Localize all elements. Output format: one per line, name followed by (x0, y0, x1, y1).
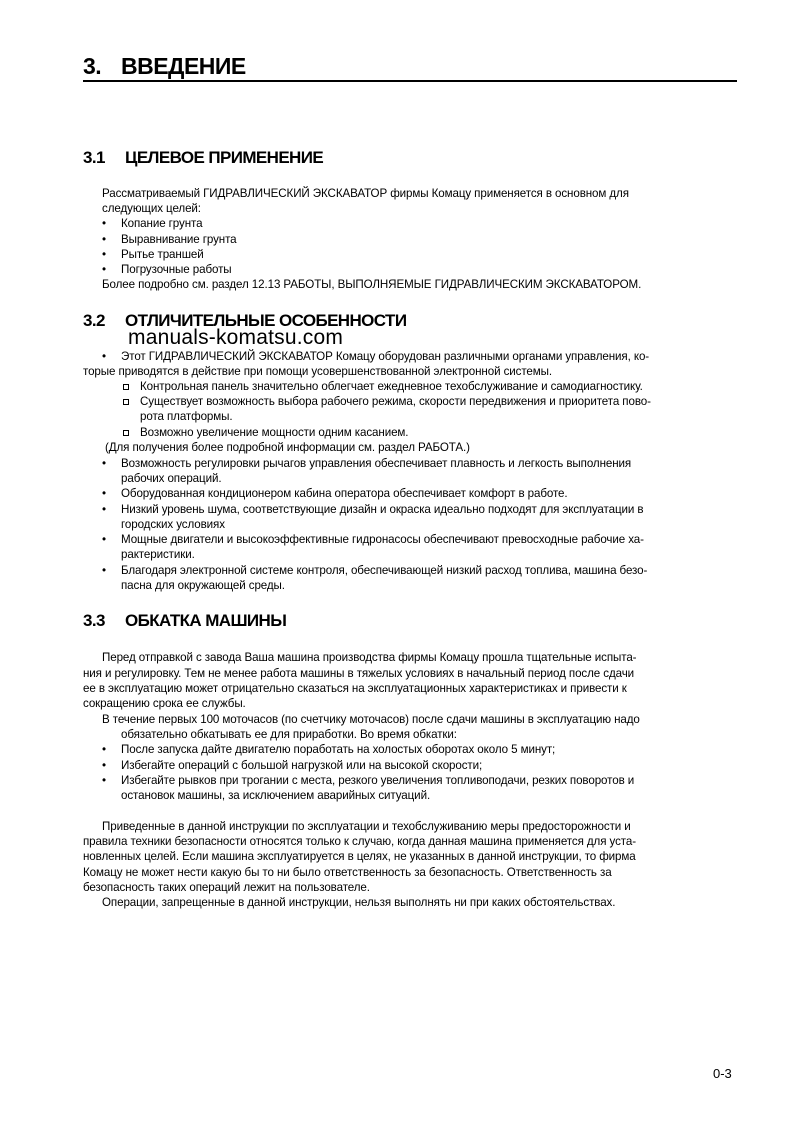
list-item: Погрузочные работы (121, 263, 232, 276)
list-item-cont: рактеристики. (121, 548, 195, 561)
square-bullet-icon (123, 399, 129, 405)
sub-list-item-cont: рота платформы. (140, 410, 233, 423)
note-line: (Для получения более подробной информации см. раздел РАБОТА.) (105, 441, 470, 454)
section-title: ОБКАТКА МАШИНЫ (125, 611, 287, 630)
sub-list-item: Контрольная панель значительно облегчает ежедневное техобслуживание и самодиагностику. (140, 380, 643, 393)
paragraph-line: новленных целей. Если машина эксплуатируется в целях, не указанных в данной инструкции, то фирма (83, 850, 636, 863)
sub-list-item: Возможно увеличение мощности одним касанием. (140, 426, 409, 439)
reference-line: Более подробно см. раздел 12.13 РАБОТЫ, ВЫПОЛНЯЕМЫЕ ГИДРАВЛИЧЕСКИМ ЭКСКАВАТОРОМ. (102, 278, 642, 291)
paragraph-line: торые приводятся в действие при помощи усовершенствованной электронной системы. (83, 365, 552, 378)
bullet-icon: • (102, 564, 107, 577)
list-item: Копание грунта (121, 217, 203, 230)
paragraph-line: безопасность таких операций лежит на пользователе. (83, 881, 370, 894)
intro-line: Рассматриваемый ГИДРАВЛИЧЕСКИЙ ЭКСКАВАТОР фирмы Комацу применяется в основном для (102, 187, 629, 200)
watermark: manuals-komatsu.com (128, 326, 344, 349)
section-title: ОТЛИЧИТЕЛЬНЫЕ ОСОБЕННОСТИ (125, 311, 407, 330)
bullet-icon: • (102, 263, 107, 276)
list-item: Рытье траншей (121, 248, 204, 261)
square-bullet-icon (123, 384, 129, 390)
paragraph-line: Комацу не может нести какую бы то ни было ответственность за безопасность. Ответственность за (83, 866, 612, 879)
sub-list-item: Существует возможность выбора рабочего режима, скорости передвижения и приоритета пово- (140, 395, 651, 408)
chapter-number: 3. (83, 53, 102, 79)
section-number: 3.1 (83, 148, 105, 167)
bullet-icon: • (102, 503, 107, 516)
bullet-icon: • (102, 350, 107, 363)
list-item: Возможность регулировки рычагов управления обеспечивает плавность и легкость выполнения (121, 457, 632, 470)
paragraph-line: правила техники безопасности относятся только к случаю, когда данная машина применяется для уста- (83, 835, 636, 848)
bullet-icon: • (102, 774, 107, 787)
section-heading-3-1 (83, 148, 323, 168)
bullet-icon: • (102, 233, 107, 246)
chapter-title: ВВЕДЕНИЕ (121, 53, 246, 79)
section-title: ЦЕЛЕВОЕ ПРИМЕНЕНИЕ (125, 148, 324, 167)
paragraph-line: Перед отправкой с завода Ваша машина производства фирмы Комацу прошла тщательные испыта- (102, 651, 637, 664)
page-number: 0-3 (713, 1066, 732, 1081)
list-item-cont: городских условиях (121, 518, 225, 531)
paragraph-line: сокращению срока ее службы. (83, 697, 246, 710)
square-bullet-icon (123, 430, 129, 436)
list-item: Выравнивание грунта (121, 233, 237, 246)
section-heading-3-3 (83, 611, 286, 631)
section-number: 3.2 (83, 311, 105, 330)
bullet-icon: • (102, 248, 107, 261)
list-item: Мощные двигатели и высокоэффективные гидронасосы обеспечивают превосходные рабочие ха- (121, 533, 644, 546)
section-number: 3.3 (83, 611, 105, 630)
paragraph-line: Операции, запрещенные в данной инструкции, нельзя выполнять ни при каких обстоятельствах. (102, 896, 616, 909)
paragraph-line: обязательно обкатывать ее для приработки. Во время обкатки: (121, 728, 457, 741)
bullet-icon: • (102, 457, 107, 470)
list-item-cont: остановок машины, за исключением аварийных ситуаций. (121, 789, 431, 802)
list-item: Избегайте операций с большой нагрузкой или на высокой скорости; (121, 759, 483, 772)
list-item: Низкий уровень шума, соответствующие дизайн и окраска идеально подходят для эксплуатации в (121, 503, 644, 516)
list-item: После запуска дайте двигателю поработать на холостых оборотах около 5 минут; (121, 743, 556, 756)
intro-line: следующих целей: (102, 202, 201, 215)
paragraph-line: Приведенные в данной инструкции по эксплуатации и техобслуживанию меры предосторожности и (102, 820, 631, 833)
bullet-icon: • (102, 487, 107, 500)
paragraph-line: ния и регулировку. Тем не менее работа машины в тяжелых условиях в начальный период после сдачи (83, 667, 635, 680)
paragraph-line: В течение первых 100 моточасов (по счетчику моточасов) после сдачи машины в эксплуатацию надо (102, 713, 640, 726)
paragraph-line: Этот ГИДРАВЛИЧЕСКИЙ ЭКСКАВАТОР Комацу оборудован различными органами управления, ко- (121, 350, 650, 363)
bullet-icon: • (102, 759, 107, 772)
list-item: Оборудованная кондиционером кабина оператора обеспечивает комфорт в работе. (121, 487, 568, 500)
list-item: Благодаря электронной системе контроля, обеспечивающей низкий расход топлива, машина безо- (121, 564, 648, 577)
bullet-icon: • (102, 217, 107, 230)
page-title (83, 52, 737, 82)
list-item-cont: пасна для окружающей среды. (121, 579, 285, 592)
bullet-icon: • (102, 743, 107, 756)
list-item: Избегайте рывков при трогании с места, резкого увеличения топливоподачи, резких поворотов и (121, 774, 635, 787)
paragraph-line: ее в эксплуатацию может отрицательно сказаться на эксплуатационных характеристиках и привести к (83, 682, 627, 695)
list-item-cont: рабочих операций. (121, 472, 222, 485)
bullet-icon: • (102, 533, 107, 546)
